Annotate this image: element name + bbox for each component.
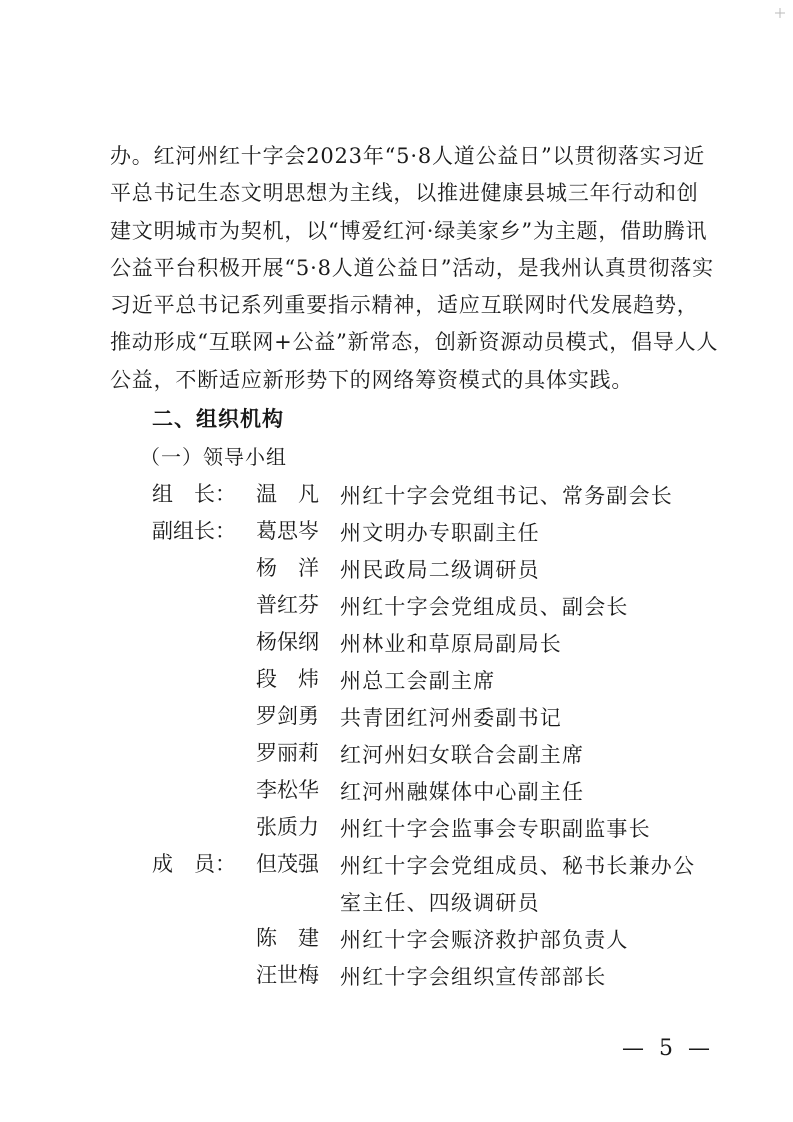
member-name: 普红芬 <box>256 593 319 617</box>
member-row <box>0 774 793 810</box>
member-title: 红河州融媒体中心副主任 <box>340 780 585 804</box>
paragraph-line: 推动形成“互联网+公益”新常态，创新资源动员模式，倡导人人 <box>110 330 719 355</box>
member-row <box>0 552 793 588</box>
paragraph-line: 平总书记生态文明思想为主线，以推进健康县城三年行动和创 <box>110 181 699 206</box>
member-row <box>0 700 793 736</box>
member-row <box>0 737 793 773</box>
member-title: 州红十字会监事会专职副监事长 <box>340 817 651 841</box>
member-row <box>0 663 793 699</box>
paragraph-line: 办。红河州红十字会2023年“5·8人道公益日”以贯彻落实习近 <box>110 144 706 168</box>
corner-crosshair-icon <box>775 8 785 18</box>
page-number: — 5 — <box>622 1036 714 1061</box>
subsection-heading: （一）领导小组 <box>140 445 287 469</box>
member-title <box>340 848 696 922</box>
member-name: 杨保纲 <box>256 630 319 654</box>
member-row <box>0 626 793 662</box>
member-role: 副组长： <box>152 519 236 543</box>
member-title: 州总工会副主席 <box>340 669 496 693</box>
member-row <box>0 922 793 958</box>
member-title: 州红十字会党组书记、常务副会长 <box>340 484 673 508</box>
member-row <box>0 589 793 625</box>
member-role: 成 员： <box>152 852 236 876</box>
member-title: 共青团红河州委副书记 <box>340 706 562 730</box>
section-heading: 二、组织机构 <box>152 407 284 431</box>
member-row <box>0 959 793 995</box>
paragraph-line: 习近平总书记系列重要指示精神，适应互联网时代发展趋势， <box>110 293 699 318</box>
member-name: 葛思岑 <box>256 519 319 543</box>
member-title-line: 州红十字会党组成员、秘书长兼办公 <box>340 854 696 878</box>
member-title: 州红十字会赈济救护部负责人 <box>340 928 629 952</box>
member-role: 组 长： <box>152 482 236 506</box>
member-row <box>0 848 793 922</box>
member-title: 红河州妇女联合会副主席 <box>340 743 585 767</box>
member-row <box>0 811 793 847</box>
member-title-line: 室主任、四级调研员 <box>340 891 540 915</box>
member-name: 李松华 <box>256 778 319 802</box>
member-row <box>0 478 793 514</box>
member-name: 汪世梅 <box>256 963 319 987</box>
member-name: 温 凡 <box>256 482 319 506</box>
member-title: 州红十字会党组成员、副会长 <box>340 595 629 619</box>
member-name: 罗剑勇 <box>256 704 319 728</box>
paragraph-line: 公益，不断适应新形势下的网络筹资模式的具体实践。 <box>110 367 634 392</box>
member-name: 罗丽莉 <box>256 741 319 765</box>
member-title: 州民政局二级调研员 <box>340 558 540 582</box>
member-name: 张质力 <box>256 815 319 839</box>
member-title: 州红十字会组织宣传部部长 <box>340 965 607 989</box>
paragraph-line: 公益平台积极开展“5·8人道公益日”活动，是我州认真贯彻落实 <box>110 255 714 280</box>
intro-paragraph <box>110 138 719 399</box>
member-name: 段 炜 <box>256 667 319 691</box>
member-title: 州林业和草原局副局长 <box>340 632 562 656</box>
member-name: 陈 建 <box>256 926 319 950</box>
paragraph-line: 建文明城市为契机，以“博爱红河·绿美家乡”为主题，借助腾讯 <box>110 218 708 243</box>
member-row <box>0 515 793 551</box>
member-name: 但茂强 <box>256 852 319 876</box>
member-title: 州文明办专职副主任 <box>340 521 540 545</box>
member-name: 杨 洋 <box>256 556 319 580</box>
